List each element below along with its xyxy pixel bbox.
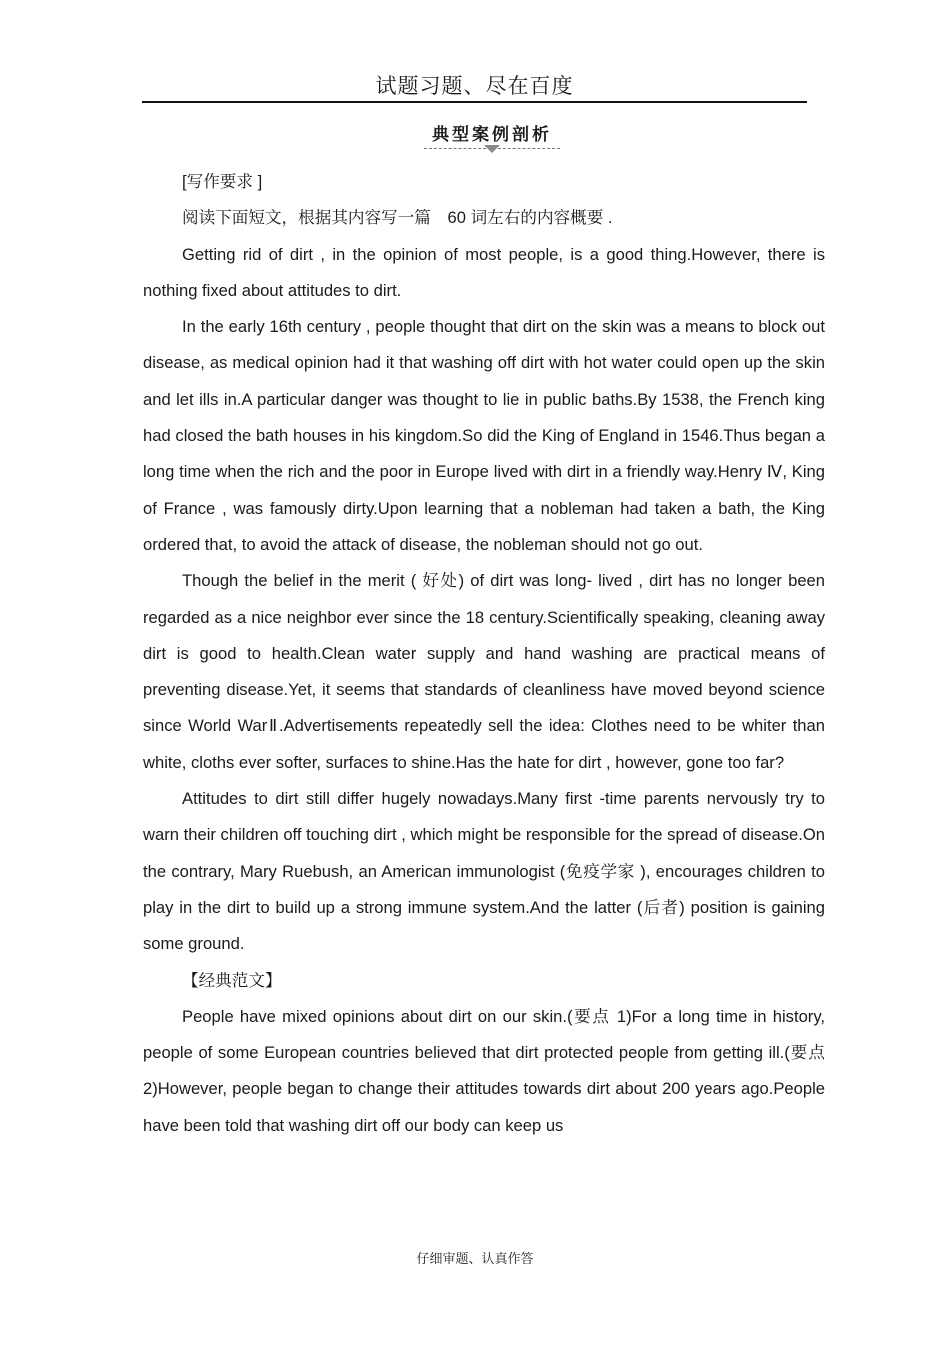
model-essay-label: 【经典范文】 <box>182 970 282 990</box>
page-header-title: 试题习题、尽在百度 <box>375 74 574 98</box>
article-paragraph-4: Attitudes to dirt still differ hugely nowadays.Many first -time parents nervously try to warn their children off touching dirt , which might be responsible for the spread of disease.On the contrary, Mary Ruebush, an American immunologist (免疫学家 ), encourages children to play in the dirt to build up a strong immune system.And the latter (后者) position is gaining some ground. <box>143 789 825 954</box>
requirement-label: [写作要求 ] <box>182 172 263 191</box>
instruction-text: 阅读下面短文，根据其内容写一篇 60 词左右的内容概要 . <box>182 208 613 228</box>
article-paragraph-2: In the early 16th century , people thought that dirt on the skin was a means to block out disease, as medical opinion had it that washing off dirt with hot water could open up the skin and let ills in.A particular danger was thought to lie in public baths.By 1538, the French king had closed the bath houses in his kingdom.So did the King of England in 1546.Thus began a long time when the rich and the poor in Europe lived with dirt in a friendly way.Henry Ⅳ, King of France , was famously dirty.Upon learning that a nobleman had taken a bath, the King ordered that, to avoid the attack of disease, the nobleman should not go out. <box>143 317 825 554</box>
article-body <box>143 164 825 1144</box>
model-essay-paragraph: People have mixed opinions about dirt on our skin.(要点 1)For a long time in history, people of some European countries believed that dirt protected people from getting ill.(要点 2)However, people began to change their attitudes towards dirt about 200 years ago.People have been told that washing dirt off our body can keep us <box>143 1006 825 1135</box>
section-tag: 典型案例剖析 <box>424 120 560 149</box>
header-rule <box>142 101 807 103</box>
tag-arrow-icon <box>484 145 500 153</box>
article-paragraph-3: Though the belief in the merit ( 好处) of dirt was long- lived , dirt has no longer been regarded as a nice neighbor ever since the 18 century.Scientifically speaking, cleaning away dirt is good to health.Clean water supply and hand washing are practical means of preventing disease.Yet, it seems that standards of cleanliness have moved beyond science since World WarⅡ.Advertisements repeatedly sell the idea: Clothes need to be whiter than white, cloths ever softer, surfaces to shine.Has the hate for dirt , however, gone too far? <box>143 571 825 772</box>
article-paragraph-1: Getting rid of dirt , in the opinion of most people, is a good thing.However, there is nothing fixed about attitudes to dirt. <box>143 244 825 300</box>
page-footer: 仔细审题、认真作答 <box>416 1252 534 1267</box>
